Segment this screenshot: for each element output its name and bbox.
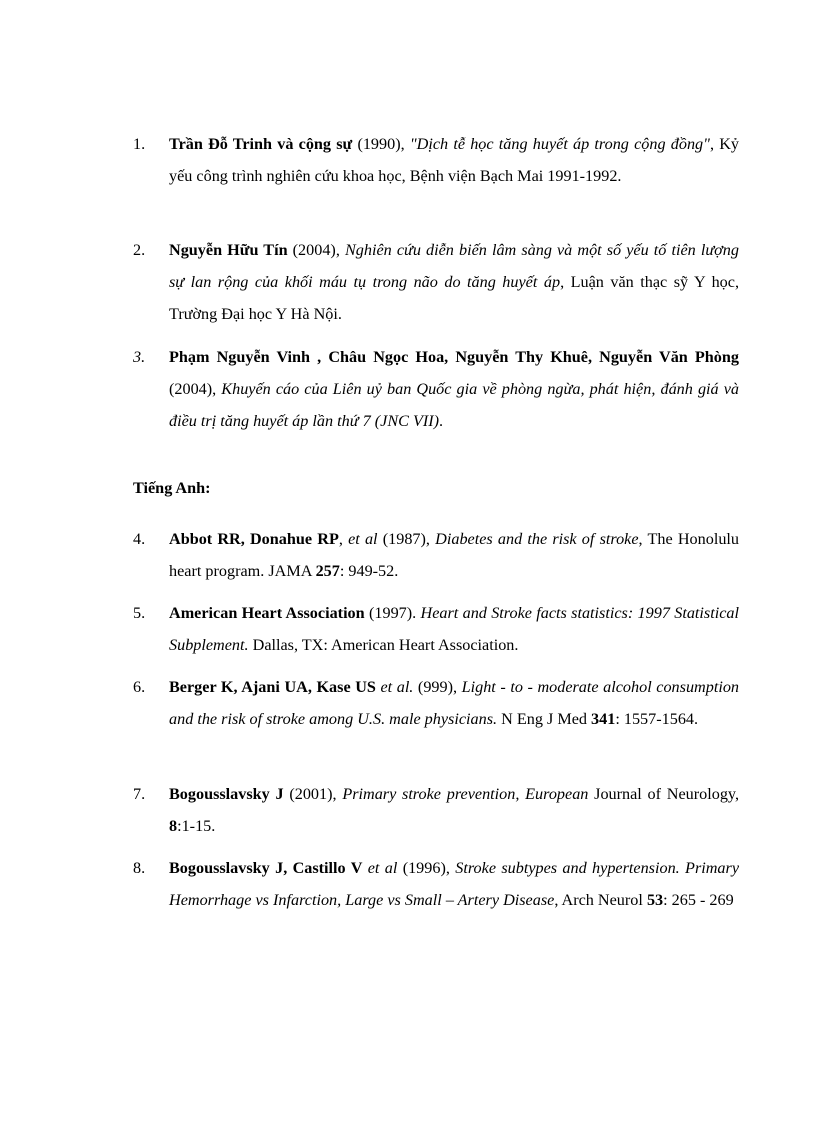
reference-text (169, 852, 739, 916)
reference-text (169, 597, 739, 661)
reference-title: Light - to - moderate alcohol consumption and the risk of stroke among U.S. male physicians. (169, 678, 740, 728)
reference-pages: : 949-52. (339, 562, 399, 580)
reference-title: Stroke subtypes and hypertension. Primary Hemorrhage vs Infarction, Large vs Small – Artery Disease (169, 859, 740, 909)
reference-source: Dallas, TX: American Heart Association. (248, 636, 519, 654)
reference-year: (999), (413, 678, 462, 696)
reference-authors: Trần Đỗ Trinh và cộng sự (169, 135, 353, 153)
reference-number: 6. (133, 678, 146, 696)
reference-title: "Dịch tễ học tăng huyết áp trong cộng đồng" (409, 135, 710, 153)
reference-item-1 (133, 128, 739, 192)
reference-title: Nghiên cứu diễn biến lâm sàng và một số yếu tố tiên lượng sự lan rộng của khối máu tụ trong não do tăng huyết áp (169, 241, 739, 291)
reference-year: (2004), (169, 380, 222, 398)
reference-pages: :1-15. (177, 817, 216, 835)
reference-authors: Bogousslavsky J, Castillo V (169, 859, 363, 877)
reference-title: Heart and Stroke facts statistics: 1997 Statistical Subplement. (169, 604, 739, 654)
reference-volume: 8 (169, 817, 178, 835)
reference-item-8 (133, 852, 739, 916)
reference-year: (1990), (352, 135, 410, 153)
reference-pages: : 265 - 269 (663, 891, 734, 909)
reference-item-4 (133, 523, 739, 587)
reference-text (169, 341, 739, 437)
reference-number: 7. (133, 785, 146, 803)
reference-number: 1. (133, 135, 146, 153)
reference-authors: Abbot RR, Donahue RP (169, 530, 339, 548)
reference-volume: 257 (315, 562, 340, 580)
reference-item-6 (133, 671, 739, 735)
reference-text (169, 523, 739, 587)
reference-source: N Eng J Med (497, 710, 592, 728)
reference-source: Journal of Neurology, (588, 785, 739, 803)
reference-source: , The Honolulu heart program. JAMA (169, 530, 740, 580)
reference-source: , Luận văn thạc sỹ Y học, Trường Đại học Y Hà Nội. (169, 273, 739, 323)
reference-volume: 341 (591, 710, 616, 728)
reference-number: 4. (133, 530, 146, 548)
reference-authors: Berger K, Ajani UA, Kase US (169, 678, 376, 696)
reference-authors: Phạm Nguyễn Vinh , Châu Ngọc Hoa, Nguyễn Thy Khuê, Nguyễn Văn Phòng (169, 348, 739, 366)
reference-authors: Nguyễn Hữu Tín (169, 241, 288, 259)
reference-etal: et al (348, 530, 378, 548)
reference-title: Khuyến cáo của Liên uỷ ban Quốc gia về phòng ngừa, phát hiện, đánh giá và điều trị tăng huyết áp lần thứ 7 (JNC VII) (169, 380, 739, 430)
reference-etal: et al. (380, 678, 414, 696)
reference-number: 5. (133, 604, 146, 622)
reference-title: Primary stroke prevention, European (342, 785, 589, 803)
reference-year: (1997). (364, 604, 421, 622)
reference-number: 2. (133, 241, 146, 259)
reference-text (169, 778, 739, 842)
reference-pages: : 1557-1564. (615, 710, 699, 728)
reference-source: . (439, 412, 444, 430)
reference-item-7 (133, 778, 739, 842)
reference-volume: 53 (646, 891, 664, 909)
reference-item-2 (133, 234, 739, 330)
reference-number: 8. (133, 859, 146, 877)
reference-etal: et al (367, 859, 398, 877)
reference-separator: , (338, 530, 349, 548)
reference-source: , Arch Neurol (554, 891, 647, 909)
reference-year: (1996), (397, 859, 456, 877)
reference-title: Diabetes and the risk of stroke (435, 530, 639, 548)
reference-source: , Kỷ yếu công trình nghiên cứu khoa học, Bệnh viện Bạch Mai 1991-1992. (169, 135, 739, 185)
reference-year: (2001), (283, 785, 343, 803)
reference-text (169, 128, 739, 192)
reference-authors: Bogousslavsky J (169, 785, 284, 803)
reference-text (169, 671, 739, 735)
reference-number: 3. (133, 348, 146, 366)
reference-item-5 (133, 597, 739, 661)
section-title-english: Tiếng Anh: (133, 479, 211, 497)
reference-text (169, 234, 739, 330)
reference-authors: American Heart Association (169, 604, 365, 622)
reference-year: (2004), (287, 241, 345, 259)
reference-item-3 (133, 341, 739, 437)
reference-year: (1987), (377, 530, 436, 548)
